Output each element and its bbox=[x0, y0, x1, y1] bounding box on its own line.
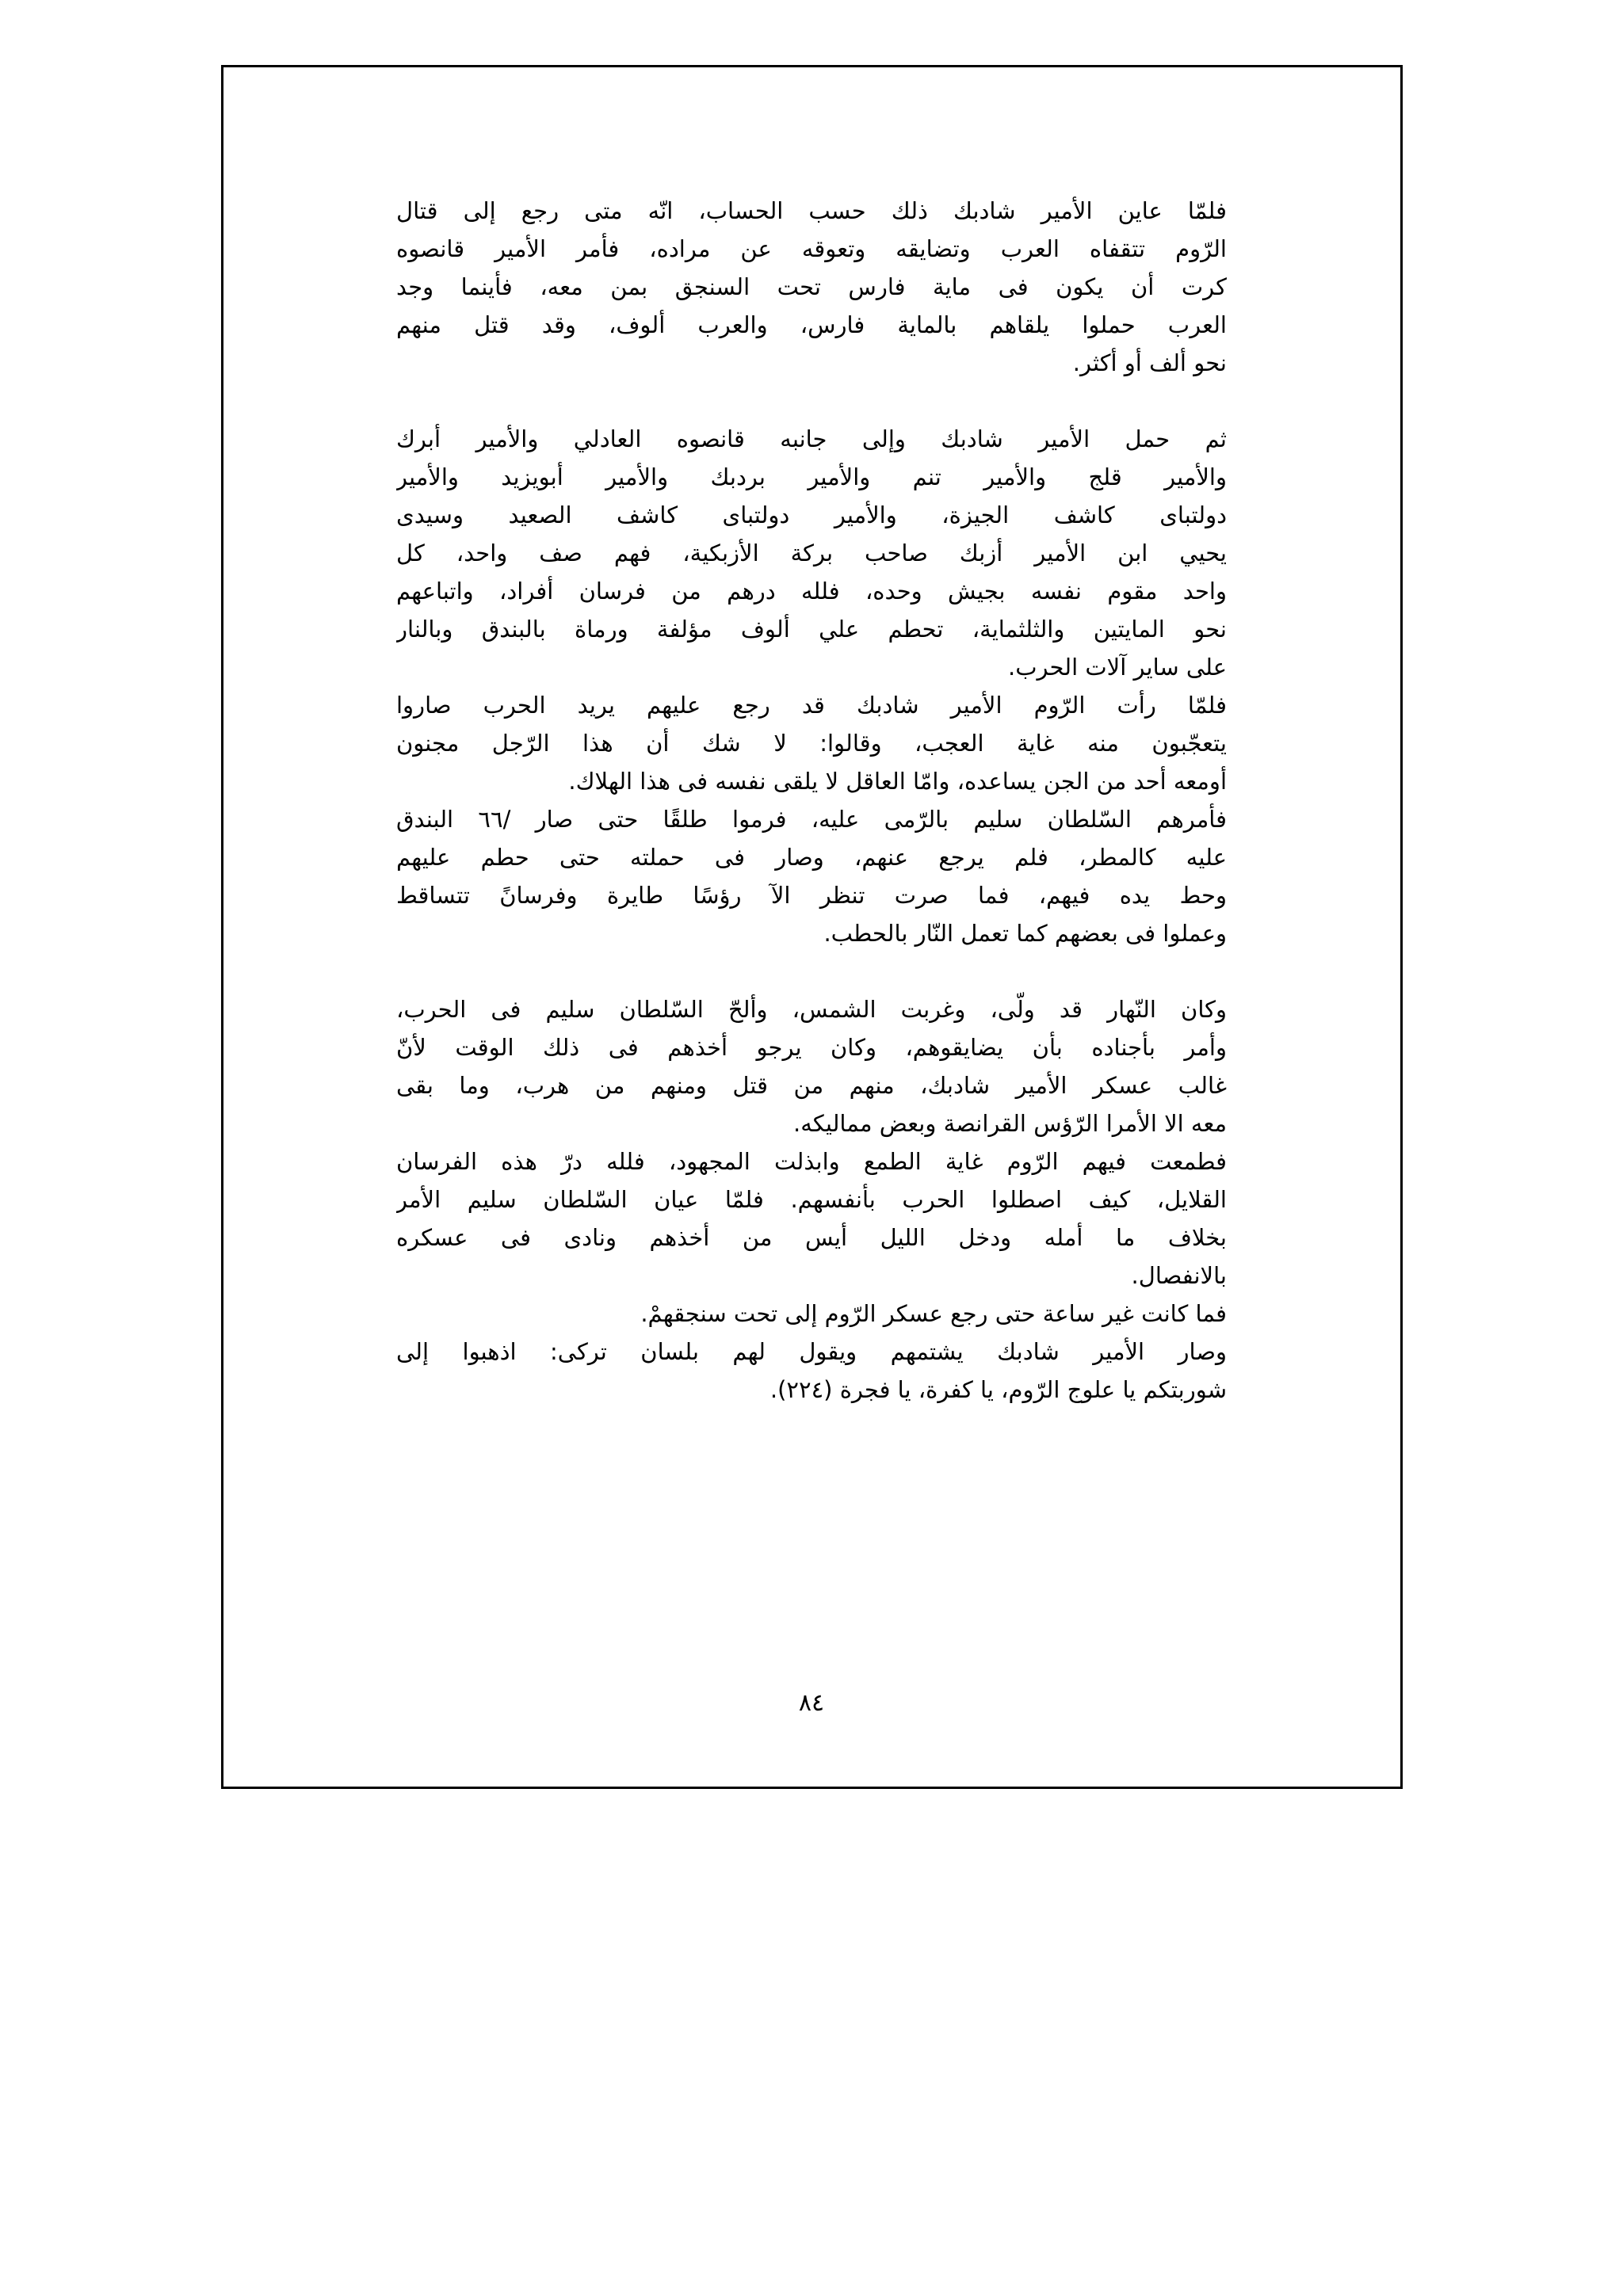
text-line: شوربتكم يا علوج الرّوم، يا كفرة، يا فجرة (٢٢٤). bbox=[769, 1376, 1227, 1403]
paragraph bbox=[396, 1142, 1227, 1295]
paragraph-gap bbox=[396, 382, 1227, 420]
paragraph bbox=[396, 1333, 1227, 1409]
text-line: غالب عسكر الأمير شادبك، منهم من قتل ومنهم من هرب، وما بقى bbox=[396, 1072, 1227, 1099]
text-line: أومعه أحد من الجن يساعده، وامّا العاقل لا يلقى نفسه فى هذا الهلاك. bbox=[568, 768, 1227, 795]
text-line: فما كانت غير ساعة حتى رجع عسكر الرّوم إلى تحت سنجقهمْ. bbox=[640, 1300, 1227, 1327]
text-line: وكان النّهار قد ولّى، وغربت الشمس، وألحّ السّلطان سليم فى الحرب، bbox=[396, 996, 1227, 1023]
paragraph bbox=[396, 420, 1227, 686]
text-line: واحد مقوم نفسه بجيش وحده، فلله درهم من فرسان أفراد، واتباعهم bbox=[396, 578, 1227, 605]
text-line: فطمعت فيهم الرّوم غاية الطمع وابذلت المجهود، فلله درّ هذه الفرسان bbox=[396, 1148, 1227, 1175]
text-line: عليه كالمطر، فلم يرجع عنهم، وصار فى حملته حتى حطم عليهم bbox=[396, 844, 1227, 871]
text-line: وصار الأمير شادبك يشتمهم ويقول لهم بلسان تركى: اذهبوا إلى bbox=[396, 1338, 1227, 1365]
text-line: والأمير قلج والأمير تنم والأمير بردبك والأمير أبويزيد والأمير bbox=[396, 463, 1227, 490]
paragraph bbox=[396, 800, 1227, 952]
text-line: وحط يده فيهم، فما صرت تنظر الآ رؤسًا طايرة وفرسانً تتساقط bbox=[396, 882, 1227, 909]
text-line: معه الا الأمرا الرّؤس القرانصة وبعض مماليكه. bbox=[793, 1110, 1227, 1137]
document-body bbox=[396, 192, 1227, 1409]
paragraph bbox=[396, 1295, 1227, 1333]
text-line: نحو المايتين والثلثماية، تحطم علي ألوف مؤلفة ورماة بالبندق وبالنار bbox=[396, 616, 1227, 643]
paragraph bbox=[396, 192, 1227, 382]
text-line: وعملوا فى بعضهم كما تعمل النّار بالحطب. bbox=[823, 920, 1227, 947]
text-line: فلمّا عاين الأمير شادبك ذلك حسب الحساب، انّه متى رجع إلى قتال bbox=[396, 197, 1227, 224]
text-line: دولتباى كاشف الجيزة، والأمير دولتباى كاشف الصعيد وسيدى bbox=[396, 502, 1227, 528]
text-line: وأمر بأجناده بأن يضايقوهم، وكان يرجو أخذهم فى ذلك الوقت لأنّ bbox=[396, 1034, 1227, 1061]
text-line: كرت أن يكون فى ماية فارس تحت السنجق بمن معه، فأينما وجد bbox=[396, 273, 1227, 300]
text-line: العرب حملوا يلقاهم بالماية فارس، والعرب ألوف، وقد قتل منهم bbox=[396, 311, 1227, 338]
paragraph bbox=[396, 990, 1227, 1142]
text-line: القلايل، كيف اصطلوا الحرب بأنفسهم. فلمّا عيان السّلطان سليم الأمر bbox=[396, 1186, 1227, 1213]
text-line: نحو ألف أو أكثر. bbox=[1072, 349, 1227, 376]
text-line: على ساير آلات الحرب. bbox=[1008, 654, 1227, 681]
text-line: بالانفصال. bbox=[1131, 1262, 1227, 1289]
text-line: ثم حمل الأمير شادبك وإلى جانبه قانصوه العادلي والأمير أبرك bbox=[396, 425, 1227, 452]
text-line: يحيي ابن الأمير أزبك صاحب بركة الأزبكية، فهم صف واحد، كل bbox=[396, 540, 1227, 566]
text-line: يتعجّبون منه غاية العجب، وقالوا: لا شك أن هذا الرّجل مجنون bbox=[396, 730, 1227, 757]
paragraph bbox=[396, 686, 1227, 800]
text-line: بخلاف ما أمله ودخل الليل أيس من أخذهم ونادى فى عسكره bbox=[396, 1224, 1227, 1251]
text-line: فأمرهم السّلطان سليم بالرّمى عليه، فرموا طلقًا حتى صار /٦٦ البندق bbox=[396, 806, 1227, 833]
text-line: الرّوم تتقفاه العرب وتضايقه وتعوقه عن مراده، فأمر الأمير قانصوه bbox=[396, 235, 1227, 262]
text-line: فلمّا رأت الرّوم الأمير شادبك قد رجع عليهم يريد الحرب صاروا bbox=[396, 692, 1227, 719]
paragraph-gap bbox=[396, 952, 1227, 990]
page-number: ٨٤ bbox=[798, 1689, 825, 1717]
